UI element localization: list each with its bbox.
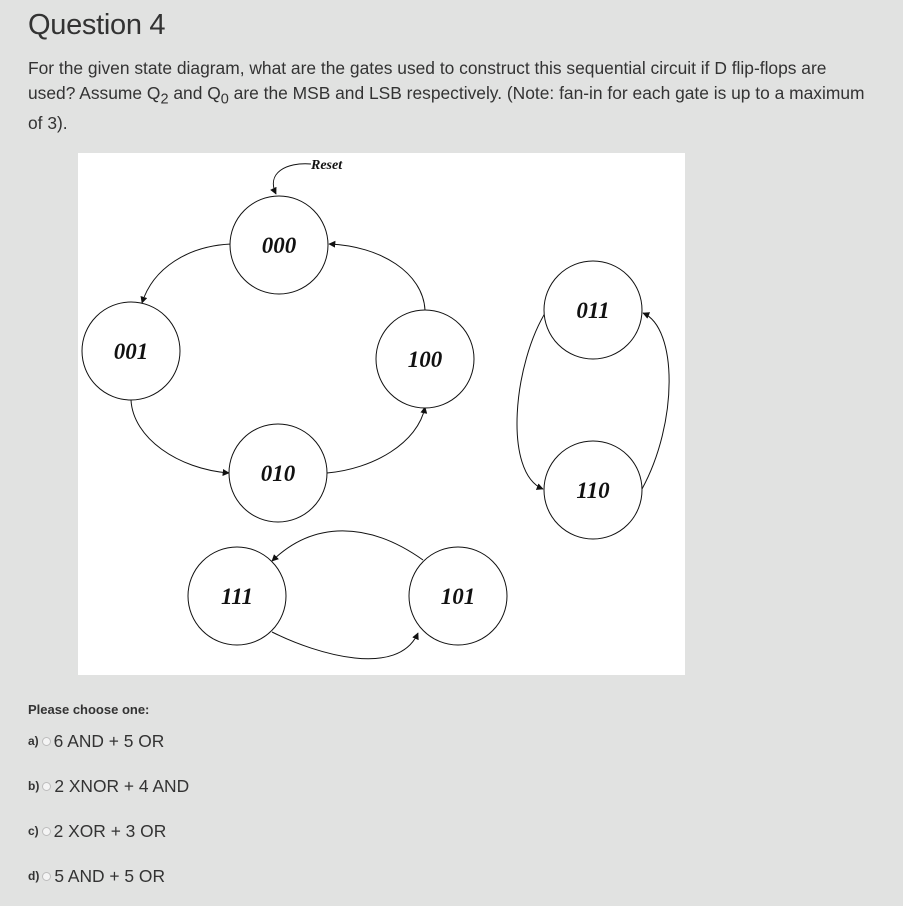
transition-100-000 (329, 244, 425, 310)
reset-arrow (273, 164, 311, 194)
state-101-label: 101 (440, 584, 476, 609)
transition-000-001 (142, 244, 231, 303)
option-a-radio[interactable] (42, 737, 51, 746)
state-011 (544, 261, 642, 359)
option-a-label[interactable]: 6 AND + 5 OR (53, 730, 165, 751)
state-111-label: 111 (221, 584, 253, 609)
option-b-letter: b) (28, 779, 40, 793)
state-101 (409, 547, 507, 645)
transition-111-101 (272, 632, 418, 659)
state-000 (230, 196, 328, 294)
option-b[interactable] (28, 775, 189, 797)
state-001-label: 001 (113, 339, 149, 364)
option-a-letter: a) (28, 734, 39, 748)
transition-001-010 (131, 400, 229, 473)
transition-101-111 (272, 531, 423, 561)
option-b-label[interactable]: 2 XNOR + 4 AND (54, 775, 190, 796)
state-010-label: 010 (260, 461, 296, 486)
state-110-label: 110 (576, 478, 610, 503)
state-100 (376, 310, 474, 408)
option-c-radio[interactable] (42, 827, 51, 836)
state-diagram-svg (78, 153, 685, 675)
option-a[interactable] (28, 730, 164, 752)
question-title: Question 4 (28, 9, 166, 41)
state-diagram (78, 153, 685, 675)
option-d-label[interactable]: 5 AND + 5 OR (54, 865, 165, 886)
state-000-label: 000 (261, 233, 297, 258)
option-c[interactable] (28, 820, 166, 842)
transition-010-100 (327, 407, 425, 473)
state-010 (229, 424, 327, 522)
state-100-label: 100 (407, 347, 443, 372)
state-011-label: 011 (576, 298, 610, 323)
option-c-label[interactable]: 2 XOR + 3 OR (53, 820, 167, 841)
transition-110-011 (642, 313, 669, 489)
question-text: For the given state diagram, what are the gates used to construct this sequential circuit if D flip-flops are used? Assume $Q_2$ and $Q_0$ are the MSB and LSB respectively. (Note: fan-in for each gate is up to a maximum of 3). (28, 58, 865, 134)
transition-011-110 (517, 310, 547, 489)
option-d[interactable] (28, 865, 165, 887)
option-b-radio[interactable] (42, 782, 51, 791)
reset-label: Reset (311, 158, 343, 173)
option-c-letter: c) (28, 824, 39, 838)
option-d-radio[interactable] (42, 872, 51, 881)
state-111 (188, 547, 286, 645)
option-d-letter: d) (28, 869, 40, 883)
state-110 (544, 441, 642, 539)
state-001 (82, 302, 180, 400)
choose-prompt: Please choose one: (28, 702, 150, 717)
